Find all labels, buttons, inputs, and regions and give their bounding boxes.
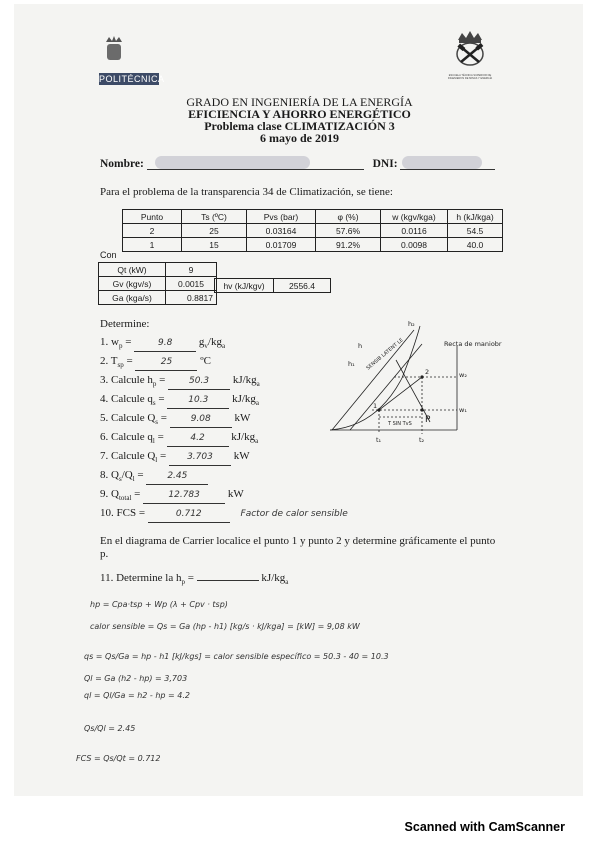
question-5 (100, 410, 250, 426)
question-unit: kJ/kg (261, 572, 286, 584)
question-sub: s (118, 475, 122, 484)
handwritten-line: hp = Cpa·tsp + Wp (λ + Cpv · tsp) (90, 600, 228, 609)
camscanner-footer: Scanned with CamScanner (404, 820, 565, 834)
table-cell: 25 (182, 224, 247, 238)
question-eq: = (131, 488, 144, 500)
unit-sub: a (255, 399, 260, 408)
answer-field[interactable]: 4.2 (167, 430, 229, 447)
question-9 (100, 486, 244, 502)
question-sub: s (152, 399, 156, 408)
table-cell: 0.03164 (247, 224, 316, 238)
answer-field[interactable]: 10.3 (167, 392, 229, 409)
document-header (0, 96, 599, 144)
course-title: EFICIENCIA Y AHORRO ENERGÉTICO (188, 107, 411, 121)
hv-table (214, 278, 331, 293)
question-unit: kJ/kg (231, 431, 256, 443)
hv-label: hv (kJ/kgv) (215, 279, 274, 293)
point-p-label: P (425, 415, 431, 425)
ga-value: 0.8817 (166, 291, 217, 305)
answer-field[interactable]: 3.703 (169, 449, 231, 466)
con-label: Con (100, 250, 117, 260)
question-eq: = (157, 450, 169, 462)
table-header: Pvs (bar) (247, 210, 316, 224)
question-eq: = (134, 469, 147, 481)
enthalpy-line-h2 (332, 330, 414, 430)
table-header: w (kgv/kga) (381, 210, 448, 224)
table-cell: 91.2% (316, 238, 381, 252)
question-sub: l (132, 475, 135, 484)
parameters-table (98, 262, 217, 305)
question-text: 7. Calcule Q (100, 450, 156, 462)
question-eq: = (122, 336, 135, 348)
id-fields (100, 157, 495, 170)
answer-field[interactable]: 50.3 (168, 373, 230, 390)
question-text: 9. Q (100, 488, 119, 500)
right-logo-text: ESCUELA TÉCNICA SUPERIOR DE INGENIEROS DE MINAS Y ENERGÍA (447, 74, 493, 80)
ga-label: Ga (kga/s) (99, 291, 166, 305)
handwritten-line: FCS = Qs/Qt = 0.712 (76, 754, 161, 763)
unit-sub: v (204, 342, 208, 351)
unit-sub: a (221, 342, 226, 351)
h2-label: h₂ (408, 320, 415, 328)
question-4 (100, 391, 259, 407)
handwritten-line: qs = Qs/Ga = hp - h1 [kJ/kgs] = calor sensible específico = 50.3 - 40 = 10.3 (84, 652, 389, 661)
sensible-latent-label: SENSIB LATENT LE (365, 337, 405, 372)
question-sub: l (152, 437, 155, 446)
question-text: 4. Calcule q (100, 393, 153, 405)
question-sub: p (152, 380, 157, 389)
question-eq: = (155, 393, 168, 405)
table-row (99, 291, 217, 305)
fcs-note: Factor de calor sensible (240, 509, 348, 519)
question-8 (100, 467, 208, 483)
t2-label: t₂ (419, 436, 425, 444)
point-2-marker (420, 375, 423, 378)
table-header: φ (%) (316, 210, 381, 224)
question-3 (100, 372, 260, 388)
table-cell: 15 (182, 238, 247, 252)
question-eq: /Q (121, 469, 133, 481)
crossed-hammers-icon (448, 28, 492, 78)
problem-title: Problema clase CLIMATIZACIÓN 3 (204, 119, 395, 133)
psychrometric-diagram (322, 318, 502, 448)
question-eq: = (184, 572, 197, 584)
intro-text: Para el problema de la transparencia 34 de Climatización, se tiene: (100, 186, 393, 198)
point-1-label: 1 (373, 402, 378, 410)
question-eq: = (123, 355, 136, 367)
table-cell: 1 (123, 238, 182, 252)
point-2-label: 2 (425, 368, 430, 376)
t1-label: t₁ (376, 436, 382, 444)
unit-sub: a (256, 380, 260, 389)
left-logo-text: POLITÉCNICA (99, 74, 165, 84)
table-cell: 0.01709 (247, 238, 316, 252)
table-header: Punto (123, 210, 182, 224)
question-sub: p (181, 578, 185, 587)
school-seal (448, 28, 492, 78)
handwritten-line: calor sensible = Qs = Ga (hp - h1) [kg/s · kJ/kga] = [kW] = 9,08 kW (90, 622, 360, 631)
dni-field[interactable] (400, 157, 495, 170)
question-sub: l (155, 456, 158, 465)
h-label: h (358, 342, 363, 350)
nombre-redaction (155, 156, 310, 169)
w1-label: w₁ (459, 406, 467, 414)
question-sub: total (118, 494, 132, 503)
table-row (99, 263, 217, 277)
question-eq: = (156, 374, 169, 386)
h1-label: h₁ (348, 360, 355, 368)
table-cell: 0.0098 (381, 238, 448, 252)
table-header: h (kJ/kga) (448, 210, 503, 224)
question-unit: kW (227, 488, 244, 500)
carrier-instructions: En el diagrama de Carrier localice el punto 1 y punto 2 y determine gráficamente el punto p. (100, 535, 496, 560)
unit-sub: a (285, 578, 289, 587)
answer-field[interactable]: 9.8 (134, 335, 196, 352)
answer-field[interactable]: 2.45 (146, 468, 208, 485)
question-text: 3. Calcule h (100, 374, 153, 386)
table-cell: 40.0 (448, 238, 503, 252)
question-10 (100, 505, 348, 521)
question-sub: p (118, 342, 123, 351)
question-2 (100, 353, 211, 369)
question-text: 5. Calcule Q (100, 412, 156, 424)
question-6 (100, 429, 258, 445)
answer-field[interactable]: 0.712 (148, 506, 230, 523)
question-unit: kJ/kg (232, 374, 257, 386)
question-unit: kW (234, 412, 251, 424)
question-text: 10. FCS = (100, 507, 148, 519)
answer-field[interactable] (197, 580, 259, 581)
unit-sub: a (255, 437, 259, 446)
table-row (215, 279, 331, 293)
handwritten-line: ql = Ql/Ga = h2 - hp = 4.2 (84, 691, 190, 700)
question-eq: = (154, 431, 167, 443)
question-1 (100, 334, 225, 350)
question-11 (100, 570, 288, 586)
crown-crest-icon (99, 34, 129, 64)
question-unit: kW (233, 450, 250, 462)
qt-label: Qt (kW) (99, 263, 166, 277)
question-unit: g (198, 336, 205, 348)
table-cell: 2 (123, 224, 182, 238)
table-cell: 54.5 (448, 224, 503, 238)
question-unit: /kg (207, 336, 222, 348)
determine-label: Determine: (100, 318, 150, 330)
w2-label: w₂ (459, 371, 467, 379)
points-table (122, 209, 503, 252)
table-row (99, 277, 217, 291)
question-unit: ºC (200, 355, 211, 367)
degree-title: GRADO EN INGENIERÍA DE LA ENERGÍA (186, 95, 413, 109)
politecnica-logo (99, 34, 165, 85)
question-7 (100, 448, 250, 464)
question-text: 6. Calcule q (100, 431, 153, 443)
table-header-row (123, 210, 503, 224)
dni-label: DNI: (372, 158, 398, 170)
table-cell: 57.6% (316, 224, 381, 238)
question-text: 8. Q (100, 469, 119, 481)
qt-value: 9 (166, 263, 217, 277)
question-text: 11. Determine la h (100, 572, 182, 584)
question-text: 2. T (100, 355, 118, 367)
recta-label: Recta de maniobr (444, 340, 502, 348)
question-sub: s (155, 418, 159, 427)
handwritten-line: Ql = Ga (h2 - hp) = 3,703 (84, 674, 188, 683)
point-1-marker (377, 408, 380, 411)
table-header: Ts (ºC) (182, 210, 247, 224)
dni-redaction (402, 156, 482, 169)
gv-value: 0.0015 (166, 277, 217, 291)
handwritten-line: Qs/Ql = 2.45 (84, 724, 136, 733)
question-sub: sp (117, 361, 124, 370)
hv-value: 2556.4 (274, 279, 331, 293)
answer-field[interactable]: 25 (135, 354, 197, 371)
answer-field[interactable]: 12.783 (143, 487, 225, 504)
question-text: 1. w (100, 336, 119, 348)
nombre-label: Nombre: (100, 158, 144, 170)
process-line (379, 377, 422, 410)
table-row (123, 238, 503, 252)
question-unit: kJ/kg (232, 393, 256, 405)
point-p-marker (420, 408, 423, 411)
nombre-field[interactable] (147, 157, 364, 170)
ts-label: T SIN TvS (388, 421, 412, 427)
date: 6 mayo de 2019 (260, 131, 339, 145)
table-row (123, 224, 503, 238)
question-eq: = (158, 412, 170, 424)
gv-label: Gv (kgv/s) (99, 277, 166, 291)
answer-field[interactable]: 9.08 (170, 411, 232, 428)
table-cell: 0.0116 (381, 224, 448, 238)
